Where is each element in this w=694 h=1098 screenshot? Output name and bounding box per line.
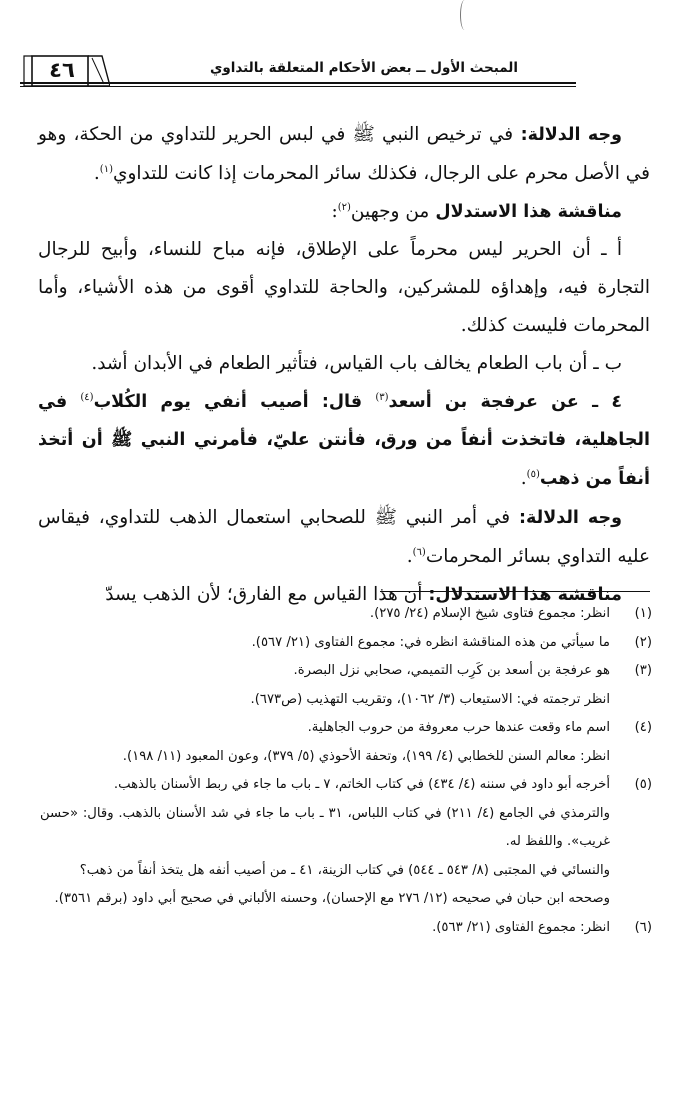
footnote-line: هو عرفجة بن أسعد بن كَرِب التميمي، صحابي نزل البصرة. (293, 663, 610, 678)
footnote-line: انظر: معالم السنن للخطابي (٤/ ١٩٩)، وتحفة الأحوذي (٥/ ٣٧٩)، وعون المعبود (١١/ ١٩٨). (122, 748, 610, 764)
footnote-line: انظر: مجموع الفتاوى (٢١/ ٥٦٣). (432, 919, 610, 935)
bold-lead: مناقشة هذا الاستدلال: (422, 584, 622, 605)
footnote-number: (٦) (634, 919, 652, 935)
footnote-ref[interactable]: (٢) (337, 201, 351, 213)
chapter-title: المبحث الأول ــ بعض الأحكام المتعلقة بالتداوي (209, 60, 518, 76)
paragraph: ب ـ أن باب الطعام يخالف باب القياس، فتأثير الطعام في الأبدان أشد. (91, 352, 622, 374)
footnote-line: انظر ترجمته في: الاستيعاب (٣/ ١٠٦٢)، وتقريب التهذيب (ص٦٧٣). (250, 691, 610, 707)
footnote-line: والنسائي في المجتبى (٨/ ٥٤٣ ـ ٥٤٤) في كتاب الزينة، ٤١ ـ من أصيب أنفه هل يتخذ أنفاً من ذهب؟ (79, 862, 610, 878)
footnote-line: ما سيأتي من هذه المناقشة انظره في: مجموع الفتاوى (٢١/ ٥٦٧). (251, 634, 610, 650)
footnote (40, 771, 652, 914)
footnote-line: اسم ماء وقعت عندها حرب معروفة من حروب الجاهلية. (307, 720, 610, 735)
paragraph (38, 499, 650, 576)
paragraph (38, 116, 650, 193)
bold-text: في الجاهلية، فاتخذت أنفاً من ورق، فأنتن عليّ، فأمرني النبي ﷺ أن أتخذ أنفاً من ذهب (38, 391, 650, 490)
footnote (40, 629, 652, 658)
footnote-line: وصححه ابن حبان في صحيحه (١٢/ ٢٧٦ مع الإحسان)، وحسنه الألباني في صحيح أبي داود (برقم ٣٥٦١). (54, 891, 610, 906)
bold-text: قال: أصيب أنفي يوم الكُلاب (93, 391, 376, 412)
header-rule-thin (20, 86, 576, 87)
bold-lead: وجه الدلالة: (513, 125, 622, 145)
paragraph (38, 193, 650, 232)
footnote-number: (٥) (634, 777, 652, 792)
footnotes (40, 600, 652, 942)
hadith-paragraph (38, 383, 650, 499)
bold-lead: وجه الدلالة: (510, 507, 622, 528)
punctuation: . (520, 468, 527, 490)
bold-lead: مناقشة هذا الاستدلال (429, 201, 622, 222)
footnote (40, 914, 652, 943)
main-text (38, 116, 650, 614)
footnote-number: (٢) (634, 634, 652, 650)
page-number: ٤٦ (49, 58, 75, 82)
footnote-ref[interactable]: (٣) (375, 391, 389, 403)
footnote-line: والترمذي في الجامع (٤/ ٢١١) في كتاب اللباس، ٣١ ـ باب ما جاء في شد الأسنان بالذهب. وقال: «حسن غريب». واللفظ له. (40, 805, 610, 849)
footnote-number: (٤) (634, 720, 652, 735)
footnote-ref[interactable]: (٥) (526, 469, 540, 481)
footnote (40, 600, 652, 629)
punctuation: . (406, 545, 413, 567)
paragraph-text: من وجهين (350, 200, 430, 222)
paragraph-text: في ترخيص النبي ﷺ في لبس الحرير للتداوي من الحكة، وهو في الأصل محرم على الرجال، فكذلك سائر المحرمات إذا كانت للتداوي (38, 124, 650, 184)
paragraph-text: أن هذا القياس مع الفارق؛ لأن الذهب يسدّ (105, 583, 423, 605)
paragraph: أ ـ أن الحرير ليس محرماً على الإطلاق، فإنه مباح للنساء، وأبيح للرجال التجارة فيه، وإهداؤه للمشركين، والحاجة للتداوي أقوى من هذه الأشياء، وأما المحرمات فليست كذلك. (38, 239, 650, 336)
paragraph-text: في أمر النبي ﷺ للصحابي استعمال الذهب للتداوي، فيقاس عليه التداوي بسائر المحرمات (38, 506, 650, 567)
footnote-number: (٣) (634, 663, 652, 678)
footnote-number: (١) (634, 606, 652, 621)
footnote-ref[interactable]: (١) (99, 163, 113, 175)
footnote-line: انظر: مجموع فتاوى شيخ الإسلام (٢٤/ ٢٧٥). (369, 606, 610, 621)
footnote (40, 714, 652, 771)
punctuation: : (331, 200, 338, 222)
footnote-separator (380, 591, 650, 592)
bold-text: ٤ ـ عن عرفجة بن أسعد (388, 391, 622, 412)
footnote-ref[interactable]: (٦) (412, 546, 426, 558)
footnote-line: أخرجه أبو داود في سننه (٤/ ٤٣٤) في كتاب الخاتم، ٧ ـ باب ما جاء في ربط الأسنان بالذهب. (113, 777, 610, 792)
scan-mark (460, 0, 469, 30)
running-header (18, 52, 658, 94)
header-rule (20, 82, 576, 84)
footnote (40, 657, 652, 714)
footnote-ref[interactable]: (٤) (80, 391, 94, 403)
punctuation: . (93, 162, 100, 184)
